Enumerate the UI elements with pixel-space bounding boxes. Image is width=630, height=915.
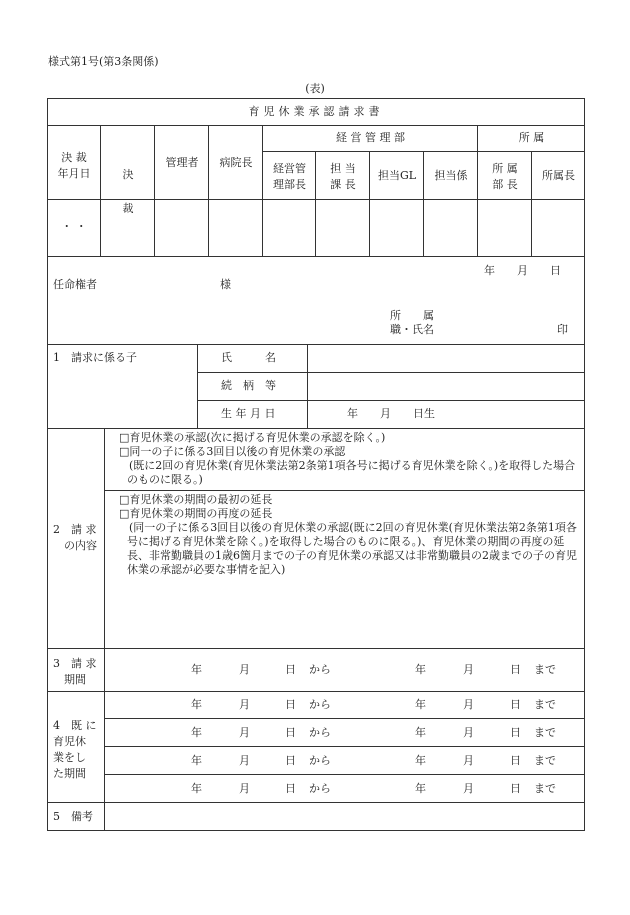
- form-title: 育児休業承認請求書: [248, 105, 384, 118]
- from-label: から: [309, 782, 331, 795]
- side-label: (表): [305, 82, 325, 95]
- to-year: 年: [415, 698, 426, 711]
- child-relation-label: 続 柄 等: [221, 379, 276, 392]
- child-name-label: 氏 名: [221, 351, 276, 364]
- affil-head-label: 所属長: [542, 169, 575, 182]
- from-label: から: [309, 726, 331, 739]
- appointer-label: 任命権者: [53, 278, 97, 291]
- sama-label: 様: [220, 278, 231, 291]
- option-third-approval-note: (既に2回の育児休業(育児休業法第2条第1項各号に掲げる育児休業を除く。)を取得した場合のものに限る。): [127, 459, 576, 486]
- from-month: 月: [239, 726, 250, 739]
- request-content-label: 2 請 求 の内容: [53, 523, 97, 552]
- from-label: から: [309, 663, 331, 676]
- to-year: 年: [415, 726, 426, 739]
- affil-dept-head-label: 所 属 部 長: [492, 162, 518, 191]
- child-birth-value: 年 月 日生: [347, 407, 435, 420]
- to-year: 年: [415, 663, 426, 676]
- to-month: 月: [463, 782, 474, 795]
- decision-date-label: 決 裁 年月日: [57, 151, 91, 180]
- option-second-extension[interactable]: □育児休業の期間の再度の延長: [119, 507, 273, 520]
- to-label: まで: [534, 698, 556, 711]
- application-form: [47, 98, 585, 831]
- seal-label: 印: [557, 323, 568, 336]
- from-day: 日: [285, 726, 296, 739]
- form-number: 様式第1号(第3条関係): [48, 55, 159, 68]
- from-day: 日: [285, 782, 296, 795]
- to-day: 日: [510, 754, 521, 767]
- from-year: 年: [191, 698, 202, 711]
- hospital-director-label: 病院長: [219, 156, 253, 169]
- from-month: 月: [239, 754, 250, 767]
- affiliation-label: 所 属: [390, 309, 434, 322]
- from-month: 月: [239, 698, 250, 711]
- to-month: 月: [463, 726, 474, 739]
- request-date: 年 月 日: [484, 264, 561, 277]
- decision-date-value: ・ ・: [61, 220, 87, 233]
- to-year: 年: [415, 754, 426, 767]
- option-second-extension-note: (同一の子に係る3回目以後の育児休業の承認(既に2回の育児休業(育児休業法第2条第1項各号に掲げる育児休業を除く。)を取得した場合のものに限る。)、育児休業の期間の再度の延長、非常勤職員の1歳6箇月までの子の育児休業の承認又は非常勤職員の2歳までの子の育児休業の承認が必要な事情を記入): [127, 521, 577, 576]
- to-day: 日: [510, 698, 521, 711]
- affiliation-header: 所 属: [518, 131, 545, 144]
- from-day: 日: [285, 754, 296, 767]
- from-label: から: [309, 698, 331, 711]
- from-label: から: [309, 754, 331, 767]
- to-label: まで: [534, 782, 556, 795]
- to-label: まで: [534, 663, 556, 676]
- section-chief-label: 担 当 課 長: [330, 162, 356, 191]
- from-day: 日: [285, 698, 296, 711]
- child-birth-label: 生 年 月 日: [221, 407, 276, 420]
- remarks-label: 5 備考: [53, 810, 93, 823]
- to-label: まで: [534, 754, 556, 767]
- option-first-extension[interactable]: □育児休業の期間の最初の延長: [119, 493, 273, 506]
- gl-label: 担当GL: [377, 169, 417, 182]
- child-section-label: 1 請求に係る子: [53, 351, 137, 364]
- dept-head-label: 経営管 理部長: [273, 162, 306, 191]
- from-month: 月: [239, 663, 250, 676]
- option-approval[interactable]: □育児休業の承認(次に掲げる育児休業の承認を除く。): [119, 431, 386, 444]
- to-label: まで: [534, 726, 556, 739]
- past-period-label: 4 既 に 育児休 業をし た期間: [53, 719, 97, 780]
- position-name-label: 職・氏名: [390, 323, 434, 336]
- to-day: 日: [510, 782, 521, 795]
- to-month: 月: [463, 698, 474, 711]
- from-year: 年: [191, 754, 202, 767]
- to-month: 月: [463, 754, 474, 767]
- to-day: 日: [510, 726, 521, 739]
- kessai-label-2: 裁: [122, 202, 134, 215]
- request-period-label: 3 請 求 期間: [53, 657, 97, 686]
- dept-header: 経 営 管 理 部: [336, 131, 405, 144]
- from-year: 年: [191, 782, 202, 795]
- from-day: 日: [285, 663, 296, 676]
- from-month: 月: [239, 782, 250, 795]
- from-year: 年: [191, 726, 202, 739]
- manager-label: 管理者: [165, 156, 199, 169]
- kessai-label-1: 決: [122, 168, 134, 181]
- option-third-approval[interactable]: □同一の子に係る3回目以後の育児休業の承認: [119, 445, 346, 458]
- to-day: 日: [510, 663, 521, 676]
- to-month: 月: [463, 663, 474, 676]
- to-year: 年: [415, 782, 426, 795]
- from-year: 年: [191, 663, 202, 676]
- staff-label: 担当係: [434, 169, 468, 182]
